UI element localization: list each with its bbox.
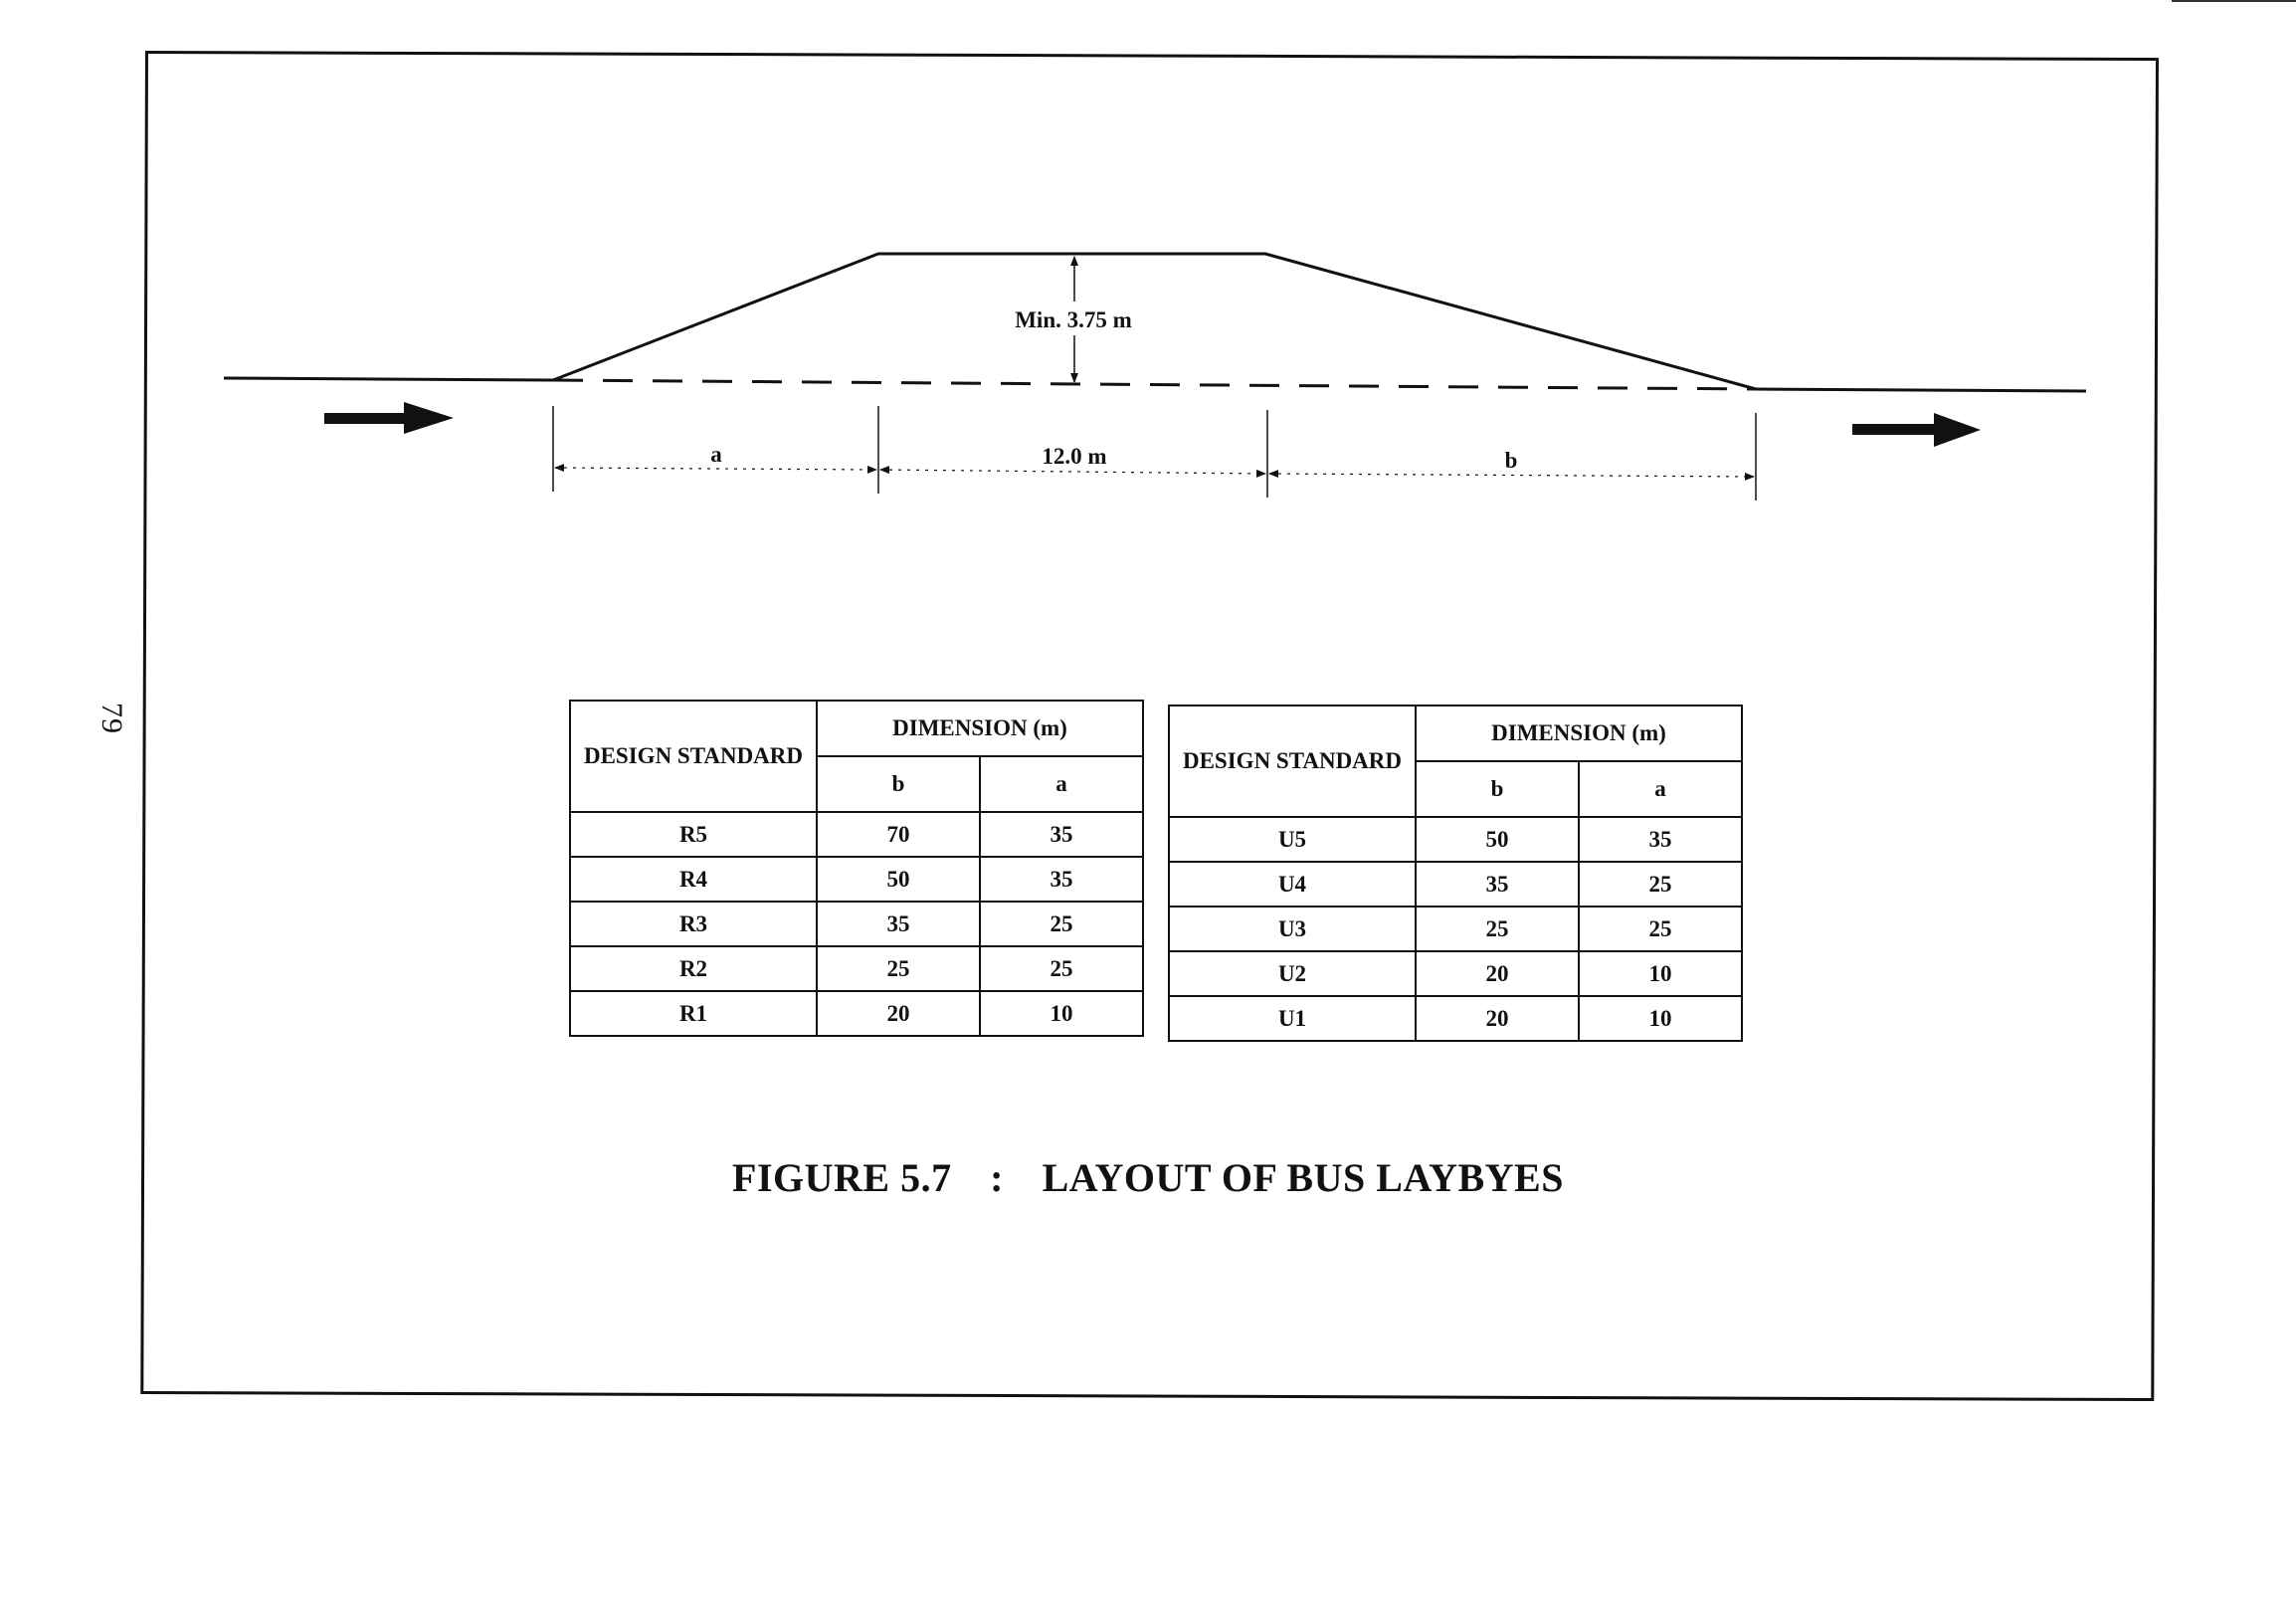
road-edge-right: [1756, 389, 2086, 391]
table-row: [570, 991, 1143, 1036]
table-row: [1169, 951, 1742, 996]
cell-standard: U2: [1169, 951, 1416, 996]
dimension-line-middle: [880, 470, 1265, 474]
header-col-b: b: [817, 756, 980, 812]
table-row: [570, 902, 1143, 946]
figure-caption: [0, 1154, 2296, 1201]
header-dimension: DIMENSION (m): [817, 701, 1143, 756]
table-row: [1169, 862, 1742, 907]
dimension-line-a: [555, 468, 876, 470]
cell-a: 25: [1579, 907, 1742, 951]
header-design-standard: DESIGN STANDARD: [570, 701, 817, 812]
segment-b-label: b: [1504, 448, 1518, 473]
figure-separator: :: [990, 1155, 1004, 1200]
dimension-table: [569, 700, 1144, 1037]
table-row: [570, 946, 1143, 991]
segment-middle-label: 12.0 m: [1042, 444, 1107, 469]
page-number: 79: [96, 703, 128, 734]
table-row: [570, 857, 1143, 902]
cell-standard: U4: [1169, 862, 1416, 907]
table-row: [1169, 907, 1742, 951]
cell-standard: U3: [1169, 907, 1416, 951]
cell-b: 70: [817, 812, 980, 857]
header-col-b: b: [1416, 761, 1579, 817]
cell-a: 10: [1579, 951, 1742, 996]
dimension-line-b: [1269, 474, 1754, 477]
cell-standard: R1: [570, 991, 817, 1036]
cell-a: 35: [980, 857, 1143, 902]
cell-a: 25: [1579, 862, 1742, 907]
cell-standard: U5: [1169, 817, 1416, 862]
urban-dimension-table: [1168, 705, 1743, 1042]
cell-standard: R3: [570, 902, 817, 946]
cell-b: 50: [1416, 817, 1579, 862]
cell-a: 35: [1579, 817, 1742, 862]
cell-b: 25: [817, 946, 980, 991]
cell-a: 25: [980, 946, 1143, 991]
cell-standard: U1: [1169, 996, 1416, 1041]
carriageway-edge-dashed: [553, 380, 1756, 389]
rural-dimension-table: [569, 700, 1144, 1037]
cell-standard: R5: [570, 812, 817, 857]
header-design-standard: DESIGN STANDARD: [1169, 706, 1416, 817]
dimension-table: [1168, 705, 1743, 1042]
layby-outline: [553, 254, 1756, 389]
header-col-a: a: [1579, 761, 1742, 817]
traffic-direction-arrow-left: [324, 402, 454, 434]
figure-title: LAYOUT OF BUS LAYBYES: [1042, 1155, 1564, 1200]
cell-a: 10: [980, 991, 1143, 1036]
cell-a: 10: [1579, 996, 1742, 1041]
cell-standard: R2: [570, 946, 817, 991]
table-row: [570, 812, 1143, 857]
header-col-a: a: [980, 756, 1143, 812]
road-edge-left: [224, 378, 553, 380]
figure-number: FIGURE 5.7: [732, 1155, 952, 1200]
cell-b: 50: [817, 857, 980, 902]
traffic-direction-arrow-right: [1852, 413, 1981, 447]
cell-a: 25: [980, 902, 1143, 946]
cell-a: 35: [980, 812, 1143, 857]
cell-b: 20: [817, 991, 980, 1036]
cell-standard: R4: [570, 857, 817, 902]
bus-layby-diagram: [0, 0, 2296, 617]
table-row: [1169, 996, 1742, 1041]
header-dimension: DIMENSION (m): [1416, 706, 1742, 761]
cell-b: 35: [817, 902, 980, 946]
cell-b: 25: [1416, 907, 1579, 951]
cell-b: 20: [1416, 951, 1579, 996]
table-row: [1169, 817, 1742, 862]
segment-a-label: a: [710, 442, 722, 467]
cell-b: 35: [1416, 862, 1579, 907]
width-label: Min. 3.75 m: [1015, 307, 1132, 332]
cell-b: 20: [1416, 996, 1579, 1041]
